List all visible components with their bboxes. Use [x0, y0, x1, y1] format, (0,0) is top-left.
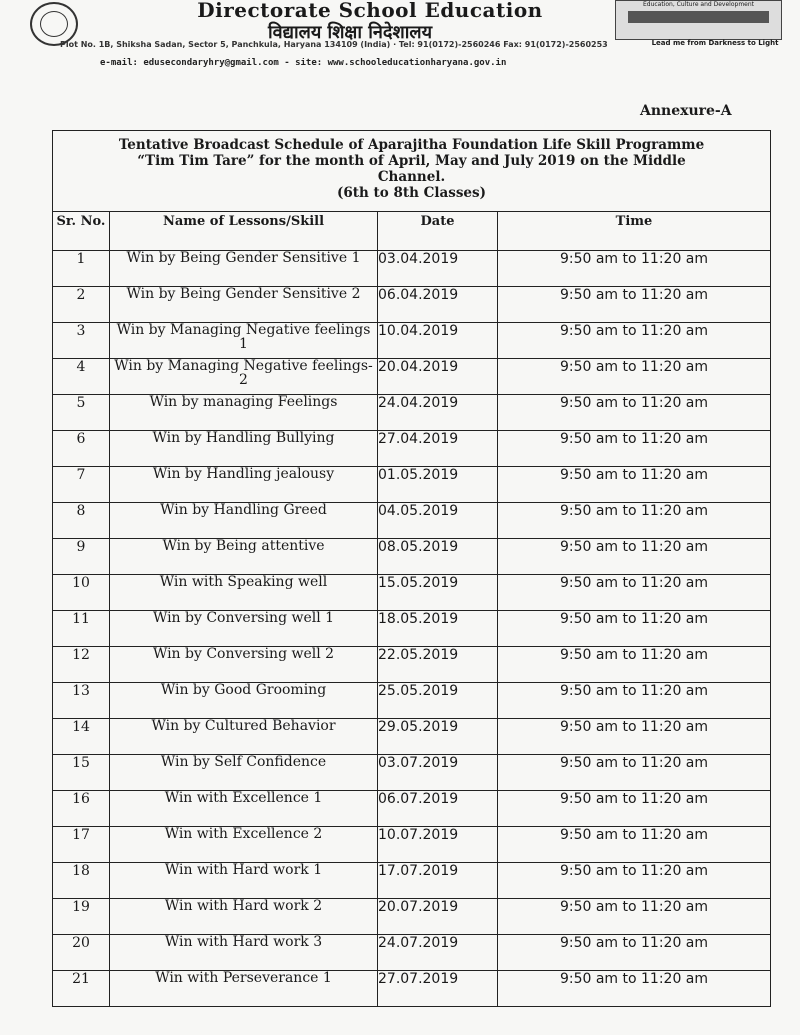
sr-cell: 5: [53, 395, 110, 431]
sr-cell: 17: [53, 827, 110, 863]
lesson-cell: Win by Being Gender Sensitive 1: [110, 251, 378, 287]
table-row: [53, 791, 771, 827]
table-row: [53, 971, 771, 1007]
table-row: [53, 611, 771, 647]
lesson-cell: Win by Conversing well 1: [110, 611, 378, 647]
date-cell: 27.07.2019: [378, 971, 498, 1007]
time-cell: 9:50 am to 11:20 am: [498, 395, 771, 431]
lesson-cell: Win with Speaking well: [110, 575, 378, 611]
table-title-line: Channel.: [377, 169, 446, 185]
time-cell: 9:50 am to 11:20 am: [498, 899, 771, 935]
date-cell: 20.07.2019: [378, 899, 498, 935]
table-row: [53, 431, 771, 467]
time-cell: 9:50 am to 11:20 am: [498, 863, 771, 899]
time-cell: 9:50 am to 11:20 am: [498, 791, 771, 827]
lesson-cell: Win by Managing Negative feelings 1: [110, 323, 378, 359]
letterhead-title-hindi: विद्यालय शिक्षा निदेशालय: [267, 22, 433, 43]
sr-cell: 9: [53, 539, 110, 575]
time-cell: 9:50 am to 11:20 am: [498, 755, 771, 791]
table-row: [53, 827, 771, 863]
table-row: [53, 323, 771, 359]
sr-cell: 1: [53, 251, 110, 287]
sr-cell: 11: [53, 611, 110, 647]
table-row: [53, 683, 771, 719]
letterhead: [0, 0, 800, 72]
lesson-cell: Win by Conversing well 2: [110, 647, 378, 683]
sr-cell: 4: [53, 359, 110, 395]
sr-cell: 18: [53, 863, 110, 899]
table-header-row: [53, 212, 771, 251]
time-cell: 9:50 am to 11:20 am: [498, 359, 771, 395]
date-cell: 10.04.2019: [378, 323, 498, 359]
header-time: Time: [498, 212, 771, 251]
letterhead-address: Plot No. 1B, Shiksha Sadan, Sector 5, Panchkula, Haryana 134109 (India) · Tel: 91(0172)-2560246 Fax: 91(0172)-2560253: [60, 40, 608, 49]
table-title-line: Tentative Broadcast Schedule of Aparajitha Foundation Life Skill Programme: [118, 137, 705, 153]
lesson-cell: Win by Being Gender Sensitive 2: [110, 287, 378, 323]
header-date: Date: [378, 212, 498, 251]
lesson-cell: Win by Self Confidence: [110, 755, 378, 791]
sr-cell: 12: [53, 647, 110, 683]
header-lesson: Name of Lessons/Skill: [110, 212, 378, 251]
lesson-cell: Win with Perseverance 1: [110, 971, 378, 1007]
table-row: [53, 359, 771, 395]
time-cell: 9:50 am to 11:20 am: [498, 719, 771, 755]
date-cell: 24.07.2019: [378, 935, 498, 971]
lesson-cell: Win by Cultured Behavior: [110, 719, 378, 755]
date-cell: 01.05.2019: [378, 467, 498, 503]
sr-cell: 13: [53, 683, 110, 719]
lesson-cell: Win with Excellence 1: [110, 791, 378, 827]
table-row: [53, 503, 771, 539]
sr-cell: 15: [53, 755, 110, 791]
lesson-cell: Win by Handling jealousy: [110, 467, 378, 503]
table-row: [53, 755, 771, 791]
annexure-label: Annexure-A: [640, 103, 732, 119]
date-cell: 15.05.2019: [378, 575, 498, 611]
date-cell: 03.04.2019: [378, 251, 498, 287]
lesson-cell: Win by Good Grooming: [110, 683, 378, 719]
date-cell: 06.07.2019: [378, 791, 498, 827]
table-title-line: “Tim Tim Tare” for the month of April, May and July 2019 on the Middle: [137, 153, 686, 169]
sr-cell: 19: [53, 899, 110, 935]
lesson-cell: Win by Being attentive: [110, 539, 378, 575]
letterhead-contact: e-mail: edusecondaryhry@gmail.com - site: www.schooleducationharyana.gov.in: [100, 58, 507, 68]
date-cell: 06.04.2019: [378, 287, 498, 323]
time-cell: 9:50 am to 11:20 am: [498, 431, 771, 467]
table-row: [53, 647, 771, 683]
date-cell: 08.05.2019: [378, 539, 498, 575]
table-row: [53, 467, 771, 503]
time-cell: 9:50 am to 11:20 am: [498, 539, 771, 575]
table-row: [53, 719, 771, 755]
table-row: [53, 863, 771, 899]
sr-cell: 3: [53, 323, 110, 359]
date-cell: 03.07.2019: [378, 755, 498, 791]
date-cell: 27.04.2019: [378, 431, 498, 467]
sr-cell: 21: [53, 971, 110, 1007]
table-row: [53, 287, 771, 323]
time-cell: 9:50 am to 11:20 am: [498, 971, 771, 1007]
time-cell: 9:50 am to 11:20 am: [498, 611, 771, 647]
lesson-cell: Win with Hard work 2: [110, 899, 378, 935]
date-cell: 17.07.2019: [378, 863, 498, 899]
date-cell: 10.07.2019: [378, 827, 498, 863]
table-row: [53, 251, 771, 287]
table-row: [53, 539, 771, 575]
lesson-cell: Win by Managing Negative feelings-2: [110, 359, 378, 395]
department-logo-caption: Education, Culture and Development: [642, 1, 755, 8]
lesson-cell: Win with Hard work 1: [110, 863, 378, 899]
sr-cell: 16: [53, 791, 110, 827]
lesson-cell: Win by managing Feelings: [110, 395, 378, 431]
letterhead-title: Directorate School Education: [197, 0, 543, 22]
date-cell: 20.04.2019: [378, 359, 498, 395]
time-cell: 9:50 am to 11:20 am: [498, 647, 771, 683]
time-cell: 9:50 am to 11:20 am: [498, 503, 771, 539]
time-cell: 9:50 am to 11:20 am: [498, 575, 771, 611]
sr-cell: 20: [53, 935, 110, 971]
time-cell: 9:50 am to 11:20 am: [498, 467, 771, 503]
time-cell: 9:50 am to 11:20 am: [498, 683, 771, 719]
header-sr: Sr. No.: [53, 212, 110, 251]
sr-cell: 2: [53, 287, 110, 323]
sr-cell: 8: [53, 503, 110, 539]
time-cell: 9:50 am to 11:20 am: [498, 287, 771, 323]
sr-cell: 7: [53, 467, 110, 503]
lesson-cell: Win with Hard work 3: [110, 935, 378, 971]
time-cell: 9:50 am to 11:20 am: [498, 323, 771, 359]
schedule-table: [52, 130, 771, 1007]
time-cell: 9:50 am to 11:20 am: [498, 935, 771, 971]
lesson-cell: Win with Excellence 2: [110, 827, 378, 863]
sr-cell: 10: [53, 575, 110, 611]
date-cell: 04.05.2019: [378, 503, 498, 539]
department-logo: [615, 0, 782, 40]
table-title: [53, 131, 771, 212]
sr-cell: 6: [53, 431, 110, 467]
date-cell: 18.05.2019: [378, 611, 498, 647]
table-title-line: (6th to 8th Classes): [336, 185, 486, 201]
time-cell: 9:50 am to 11:20 am: [498, 251, 771, 287]
sr-cell: 14: [53, 719, 110, 755]
date-cell: 25.05.2019: [378, 683, 498, 719]
table-row: [53, 899, 771, 935]
date-cell: 24.04.2019: [378, 395, 498, 431]
date-cell: 22.05.2019: [378, 647, 498, 683]
lesson-cell: Win by Handling Bullying: [110, 431, 378, 467]
table-row: [53, 395, 771, 431]
table-row: [53, 575, 771, 611]
lesson-cell: Win by Handling Greed: [110, 503, 378, 539]
table-row: [53, 935, 771, 971]
time-cell: 9:50 am to 11:20 am: [498, 827, 771, 863]
date-cell: 29.05.2019: [378, 719, 498, 755]
letterhead-tagline: Lead me from Darkness to Light: [651, 39, 779, 47]
